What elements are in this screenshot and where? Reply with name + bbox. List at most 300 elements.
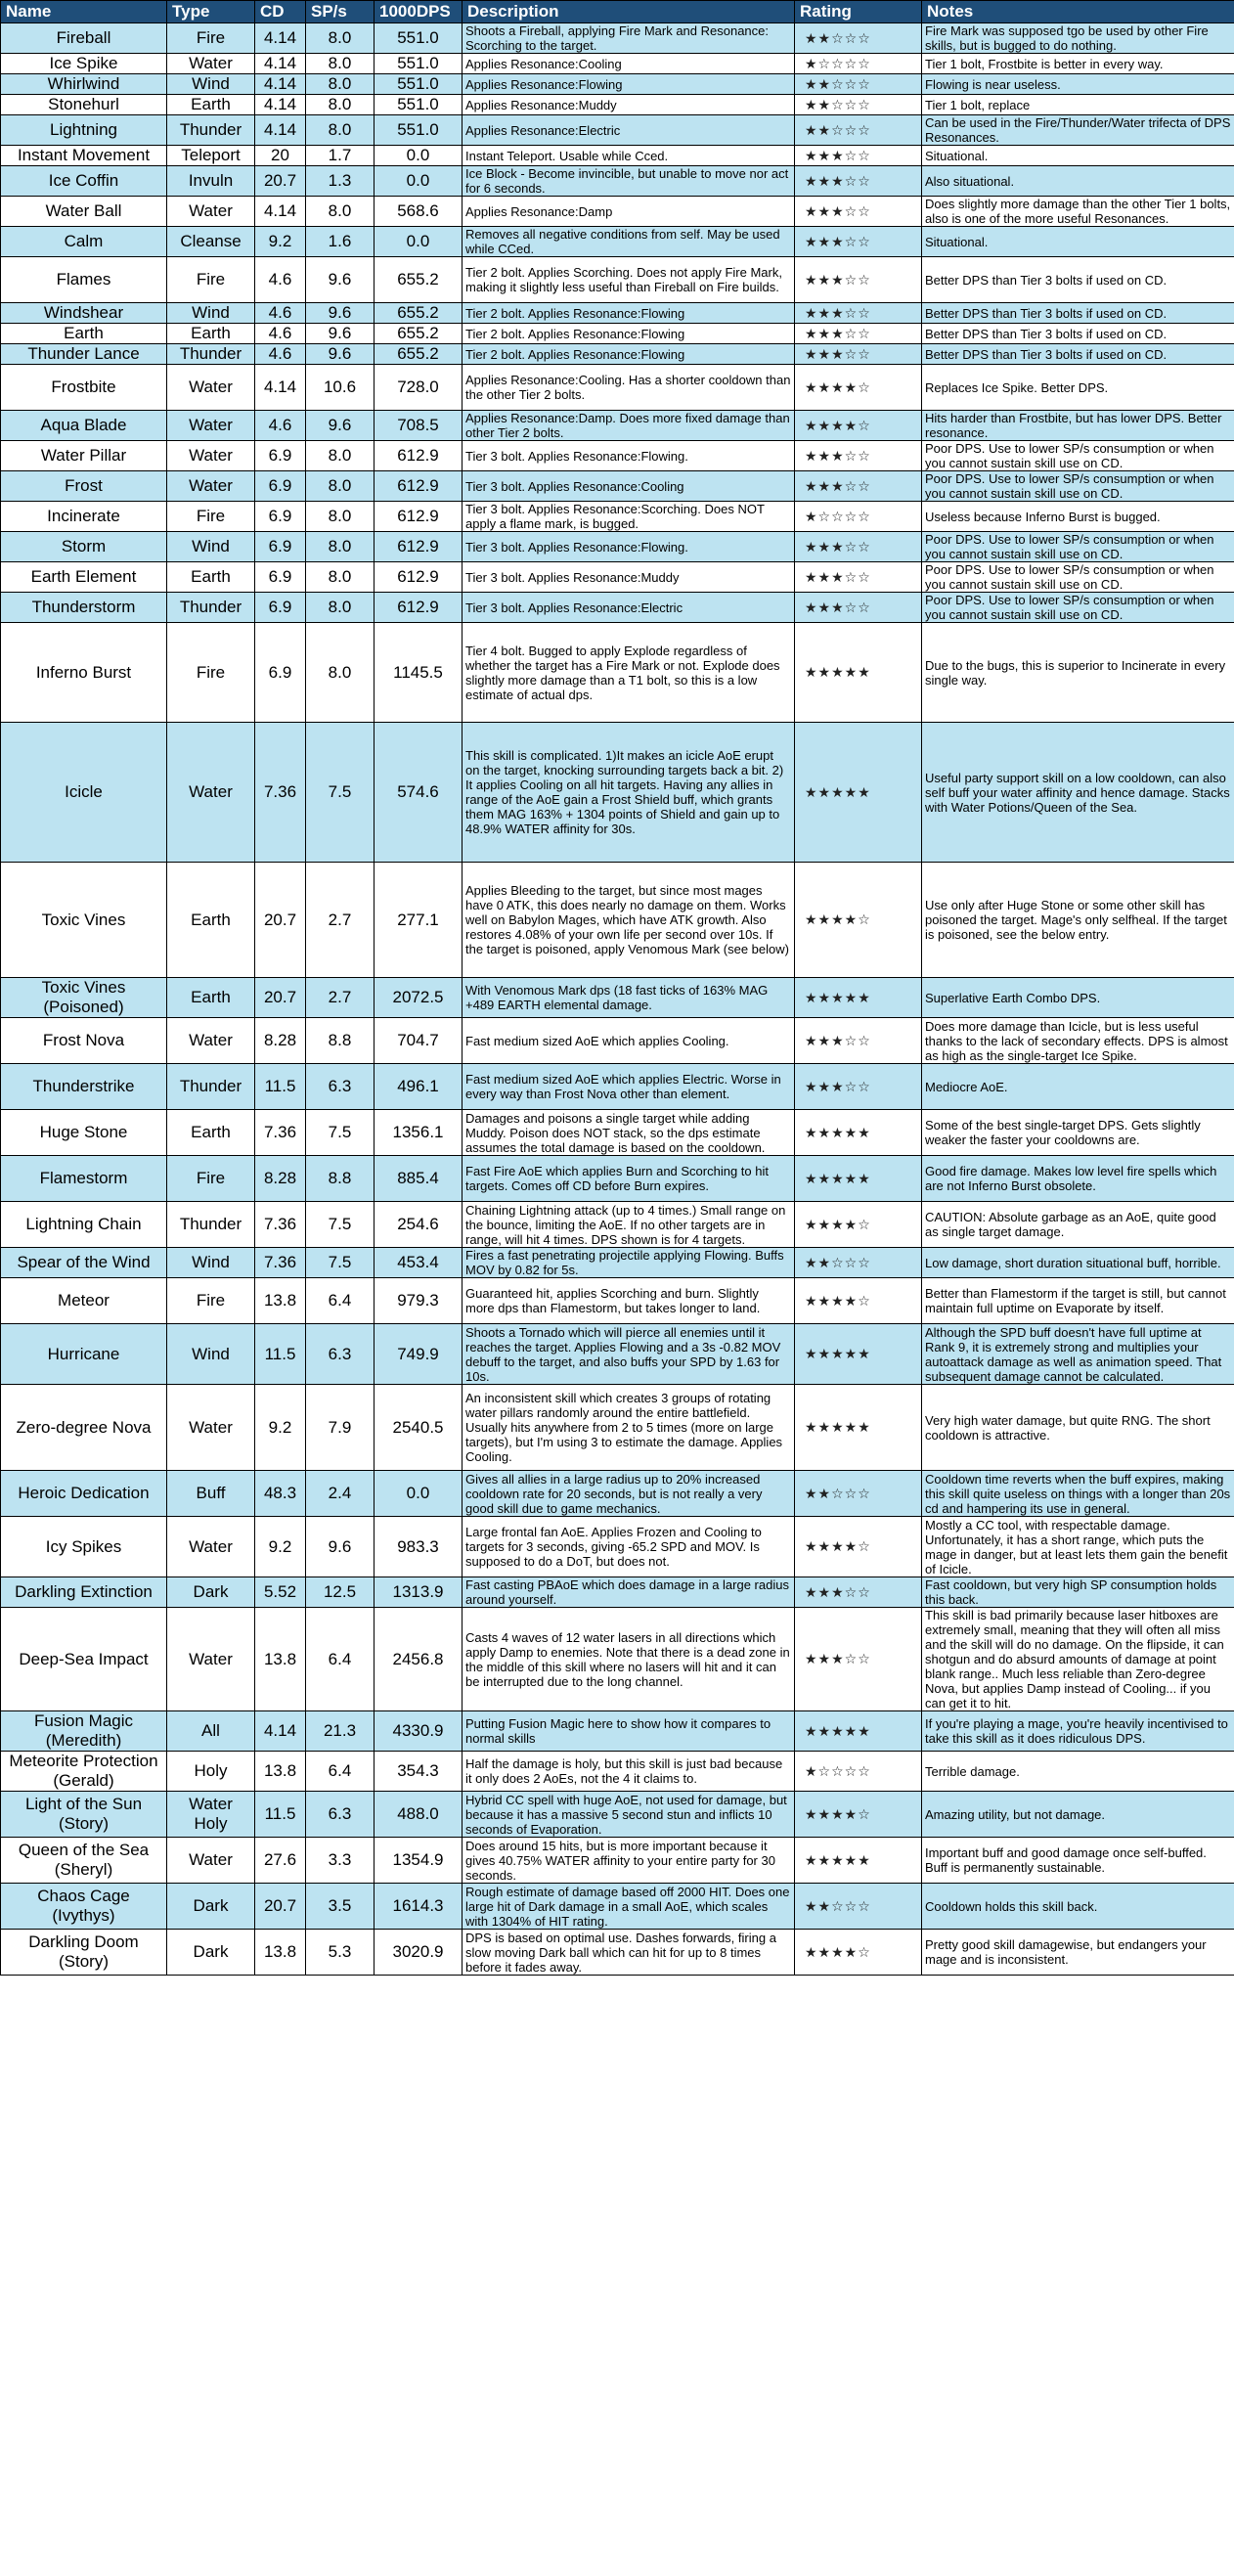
cell-dps: 551.0	[375, 23, 463, 54]
table-row	[1, 502, 1234, 532]
cell-name: Icicle	[1, 723, 167, 863]
cell-rating: ★★★★★	[795, 1324, 922, 1385]
cell-cd: 4.14	[255, 365, 306, 411]
cell-desc: Tier 2 bolt. Applies Resonance:Flowing	[463, 344, 795, 365]
cell-sps: 8.0	[306, 23, 375, 54]
cell-type: Buff	[167, 1471, 255, 1517]
cell-rating: ★★★☆☆	[795, 1608, 922, 1711]
cell-notes: Tier 1 bolt, replace	[922, 95, 1234, 115]
cell-dps: 354.3	[375, 1752, 463, 1792]
cell-type: Fire	[167, 257, 255, 303]
cell-dps: 612.9	[375, 441, 463, 471]
cell-name: Queen of the Sea (Sheryl)	[1, 1838, 167, 1884]
cell-desc: Tier 3 bolt. Applies Resonance:Muddy	[463, 562, 795, 593]
cell-desc: Hybrid CC spell with huge AoE, not used for damage, but because it has a massive 5 second stun and inflicts 10 seconds of Evaporation.	[463, 1792, 795, 1838]
cell-desc: Fast Fire AoE which applies Burn and Scorching to hit targets. Comes off CD before Burn expires.	[463, 1156, 795, 1202]
cell-rating: ★★★★★	[795, 1385, 922, 1471]
cell-rating: ★★★★★	[795, 978, 922, 1018]
cell-desc: Half the damage is holy, but this skill is just bad because it only does 2 AoEs, not the 4 it claims to.	[463, 1752, 795, 1792]
cell-cd: 13.8	[255, 1278, 306, 1324]
cell-type: All	[167, 1711, 255, 1752]
cell-dps: 708.5	[375, 411, 463, 441]
cell-dps: 488.0	[375, 1792, 463, 1838]
cell-rating: ★★★★☆	[795, 1278, 922, 1324]
cell-sps: 8.0	[306, 532, 375, 562]
cell-notes: Mediocre AoE.	[922, 1064, 1234, 1110]
cell-name: Water Pillar	[1, 441, 167, 471]
cell-dps: 1313.9	[375, 1577, 463, 1608]
cell-type: Fire	[167, 1278, 255, 1324]
cell-dps: 1145.5	[375, 623, 463, 723]
cell-type: Wind	[167, 532, 255, 562]
cell-type: Wind	[167, 303, 255, 324]
cell-notes: Some of the best single-target DPS. Gets slightly weaker the faster your cooldowns are.	[922, 1110, 1234, 1156]
table-row	[1, 1018, 1234, 1064]
header-type: Type	[167, 1, 255, 23]
cell-rating: ★★★★★	[795, 1711, 922, 1752]
cell-desc: Putting Fusion Magic here to show how it compares to normal skills	[463, 1711, 795, 1752]
cell-rating: ★★★☆☆	[795, 227, 922, 257]
cell-notes: Fast cooldown, but very high SP consumption holds this back.	[922, 1577, 1234, 1608]
cell-dps: 568.6	[375, 197, 463, 227]
cell-name: Ice Spike	[1, 54, 167, 74]
cell-cd: 6.9	[255, 562, 306, 593]
cell-cd: 20.7	[255, 978, 306, 1018]
cell-cd: 20.7	[255, 166, 306, 197]
cell-notes: Poor DPS. Use to lower SP/s consumption or when you cannot sustain skill use on CD.	[922, 471, 1234, 502]
header-name: Name	[1, 1, 167, 23]
cell-notes: Situational.	[922, 146, 1234, 166]
cell-desc: Tier 3 bolt. Applies Resonance:Flowing.	[463, 532, 795, 562]
cell-notes: Better DPS than Tier 3 bolts if used on CD.	[922, 303, 1234, 324]
cell-type: Water	[167, 1385, 255, 1471]
cell-dps: 551.0	[375, 74, 463, 95]
cell-type: Dark	[167, 1884, 255, 1930]
table-row	[1, 1930, 1234, 1976]
cell-dps: 2072.5	[375, 978, 463, 1018]
cell-notes: Better DPS than Tier 3 bolts if used on CD.	[922, 257, 1234, 303]
cell-name: Frost Nova	[1, 1018, 167, 1064]
cell-notes: Poor DPS. Use to lower SP/s consumption or when you cannot sustain skill use on CD.	[922, 562, 1234, 593]
cell-dps: 728.0	[375, 365, 463, 411]
cell-type: Invuln	[167, 166, 255, 197]
table-row	[1, 1278, 1234, 1324]
cell-type: Water	[167, 1018, 255, 1064]
cell-cd: 7.36	[255, 1202, 306, 1248]
cell-dps: 2540.5	[375, 1385, 463, 1471]
cell-type: Earth	[167, 978, 255, 1018]
header-description: Description	[463, 1, 795, 23]
table-row	[1, 227, 1234, 257]
table-row	[1, 1517, 1234, 1577]
table-row	[1, 863, 1234, 978]
cell-notes: Low damage, short duration situational buff, horrible.	[922, 1248, 1234, 1278]
cell-type: Holy	[167, 1752, 255, 1792]
cell-notes: Does slightly more damage than the other Tier 1 bolts, also is one of the more useful Resonances.	[922, 197, 1234, 227]
cell-dps: 655.2	[375, 257, 463, 303]
table-row	[1, 1471, 1234, 1517]
cell-notes: Useful party support skill on a low cooldown, can also self buff your water affinity and hence damage. Stacks with Water Potions/Queen of the Sea.	[922, 723, 1234, 863]
table-row	[1, 1838, 1234, 1884]
cell-rating: ★★★★★	[795, 723, 922, 863]
cell-sps: 7.5	[306, 1202, 375, 1248]
cell-desc: Tier 2 bolt. Applies Resonance:Flowing	[463, 303, 795, 324]
cell-dps: 612.9	[375, 562, 463, 593]
cell-type: Wind	[167, 1324, 255, 1385]
cell-sps: 3.3	[306, 1838, 375, 1884]
cell-notes: Useless because Inferno Burst is bugged.	[922, 502, 1234, 532]
cell-rating: ★★★★☆	[795, 1930, 922, 1976]
cell-name: Zero-degree Nova	[1, 1385, 167, 1471]
cell-sps: 8.0	[306, 502, 375, 532]
cell-desc: Instant Teleport. Usable while Cced.	[463, 146, 795, 166]
cell-name: Windshear	[1, 303, 167, 324]
table-row	[1, 1324, 1234, 1385]
cell-notes: Hits harder than Frostbite, but has lower DPS. Better resonance.	[922, 411, 1234, 441]
cell-cd: 8.28	[255, 1156, 306, 1202]
table-row	[1, 593, 1234, 623]
cell-name: Flamestorm	[1, 1156, 167, 1202]
cell-cd: 4.6	[255, 344, 306, 365]
cell-notes: Good fire damage. Makes low level fire spells which are not Inferno Burst obsolete.	[922, 1156, 1234, 1202]
cell-name: Toxic Vines	[1, 863, 167, 978]
cell-desc: Shoots a Tornado which will pierce all enemies until it reaches the target. Applies Flowing and a 3s -0.82 MOV debuff to the target, and also buffs your SPD by 1.63 for 10s.	[463, 1324, 795, 1385]
cell-sps: 1.6	[306, 227, 375, 257]
cell-rating: ★☆☆☆☆	[795, 502, 922, 532]
cell-type: Cleanse	[167, 227, 255, 257]
cell-notes: Cooldown holds this skill back.	[922, 1884, 1234, 1930]
cell-dps: 574.6	[375, 723, 463, 863]
header-rating: Rating	[795, 1, 922, 23]
cell-desc: Tier 4 bolt. Bugged to apply Explode regardless of whether the target has a Fire Mark or not. Explode does slightly more damage than a T1 bolt, so this is a low estimate of actual dps.	[463, 623, 795, 723]
cell-rating: ★★★★☆	[795, 411, 922, 441]
cell-dps: 612.9	[375, 593, 463, 623]
cell-desc: Tier 3 bolt. Applies Resonance:Cooling	[463, 471, 795, 502]
table-row	[1, 1385, 1234, 1471]
cell-name: Thunder Lance	[1, 344, 167, 365]
cell-sps: 6.3	[306, 1792, 375, 1838]
table-row	[1, 532, 1234, 562]
cell-type: Water Holy	[167, 1792, 255, 1838]
cell-notes: Use only after Huge Stone or some other skill has poisoned the target. Mage's only selfheal. If the target is poisoned, see the below entry.	[922, 863, 1234, 978]
cell-name: Earth Element	[1, 562, 167, 593]
cell-notes: Due to the bugs, this is superior to Incinerate in every single way.	[922, 623, 1234, 723]
cell-notes: Amazing utility, but not damage.	[922, 1792, 1234, 1838]
header-dps: 1000DPS	[375, 1, 463, 23]
cell-dps: 0.0	[375, 146, 463, 166]
cell-rating: ★★★☆☆	[795, 532, 922, 562]
cell-desc: Casts 4 waves of 12 water lasers in all directions which apply Damp to enemies. Note that there is a dead zone in the middle of this skill where no lasers will hit and it can be interrupted due to the long channel.	[463, 1608, 795, 1711]
cell-rating: ★★★★☆	[795, 1517, 922, 1577]
cell-sps: 6.4	[306, 1752, 375, 1792]
cell-dps: 1354.9	[375, 1838, 463, 1884]
cell-cd: 20	[255, 146, 306, 166]
cell-dps: 4330.9	[375, 1711, 463, 1752]
table-row	[1, 1064, 1234, 1110]
table-row	[1, 365, 1234, 411]
cell-cd: 6.9	[255, 502, 306, 532]
table-row	[1, 1752, 1234, 1792]
cell-desc: With Venomous Mark dps (18 fast ticks of 163% MAG +489 EARTH elemental damage.	[463, 978, 795, 1018]
cell-name: Deep-Sea Impact	[1, 1608, 167, 1711]
cell-dps: 0.0	[375, 227, 463, 257]
cell-type: Dark	[167, 1930, 255, 1976]
cell-notes: Poor DPS. Use to lower SP/s consumption or when you cannot sustain skill use on CD.	[922, 532, 1234, 562]
cell-sps: 8.8	[306, 1156, 375, 1202]
cell-notes: Poor DPS. Use to lower SP/s consumption or when you cannot sustain skill use on CD.	[922, 593, 1234, 623]
cell-dps: 453.4	[375, 1248, 463, 1278]
cell-rating: ★★★☆☆	[795, 324, 922, 344]
cell-cd: 4.14	[255, 23, 306, 54]
cell-cd: 13.8	[255, 1608, 306, 1711]
cell-dps: 496.1	[375, 1064, 463, 1110]
cell-type: Earth	[167, 95, 255, 115]
table-row	[1, 1202, 1234, 1248]
cell-type: Water	[167, 411, 255, 441]
table-row	[1, 623, 1234, 723]
cell-rating: ★★★☆☆	[795, 593, 922, 623]
table-row	[1, 978, 1234, 1018]
cell-type: Water	[167, 365, 255, 411]
table-row	[1, 1156, 1234, 1202]
cell-desc: Tier 2 bolt. Applies Scorching. Does not apply Fire Mark, making it slightly less useful than Fireball on Fire builds.	[463, 257, 795, 303]
cell-dps: 277.1	[375, 863, 463, 978]
cell-rating: ★★★☆☆	[795, 166, 922, 197]
cell-notes: Cooldown time reverts when the buff expires, making this skill quite useless on things with a longer than 20s cd and hampering its use in general.	[922, 1471, 1234, 1517]
cell-desc: Removes all negative conditions from self. May be used while CCed.	[463, 227, 795, 257]
cell-rating: ★☆☆☆☆	[795, 1752, 922, 1792]
cell-cd: 9.2	[255, 1517, 306, 1577]
cell-dps: 0.0	[375, 1471, 463, 1517]
cell-type: Fire	[167, 623, 255, 723]
cell-rating: ★★★☆☆	[795, 303, 922, 324]
cell-notes: Better DPS than Tier 3 bolts if used on CD.	[922, 324, 1234, 344]
cell-sps: 3.5	[306, 1884, 375, 1930]
cell-sps: 7.5	[306, 1110, 375, 1156]
table-row	[1, 146, 1234, 166]
cell-type: Earth	[167, 863, 255, 978]
cell-desc: An inconsistent skill which creates 3 groups of rotating water pillars randomly around the entire battlefield. Usually hits anywhere from 2 to 5 times (more on large targets), but I'm using 3 to estimate the damage. Applies Cooling.	[463, 1385, 795, 1471]
cell-dps: 1356.1	[375, 1110, 463, 1156]
cell-sps: 8.0	[306, 593, 375, 623]
cell-sps: 8.0	[306, 115, 375, 146]
cell-name: Lightning	[1, 115, 167, 146]
cell-desc: Fast casting PBAoE which does damage in a large radius around yourself.	[463, 1577, 795, 1608]
cell-desc: Does around 15 hits, but is more important because it gives 40.75% WATER affinity to your entire party for 30 seconds.	[463, 1838, 795, 1884]
cell-desc: Tier 3 bolt. Applies Resonance:Scorching. Does NOT apply a flame mark, is bugged.	[463, 502, 795, 532]
cell-type: Thunder	[167, 1064, 255, 1110]
cell-dps: 551.0	[375, 115, 463, 146]
cell-name: Meteorite Protection (Gerald)	[1, 1752, 167, 1792]
cell-cd: 11.5	[255, 1324, 306, 1385]
table-row	[1, 411, 1234, 441]
cell-type: Earth	[167, 1110, 255, 1156]
table-row	[1, 23, 1234, 54]
cell-rating: ★★☆☆☆	[795, 1884, 922, 1930]
cell-name: Icy Spikes	[1, 1517, 167, 1577]
cell-type: Wind	[167, 1248, 255, 1278]
cell-notes: Flowing is near useless.	[922, 74, 1234, 95]
cell-notes: Can be used in the Fire/Thunder/Water trifecta of DPS Resonances.	[922, 115, 1234, 146]
cell-notes: Poor DPS. Use to lower SP/s consumption or when you cannot sustain skill use on CD.	[922, 441, 1234, 471]
cell-type: Fire	[167, 502, 255, 532]
cell-desc: Chaining Lightning attack (up to 4 times.) Small range on the bounce, limiting the AoE. If no other targets are in range, will hit 4 times. DPS shown is for 4 targets.	[463, 1202, 795, 1248]
cell-type: Earth	[167, 562, 255, 593]
cell-sps: 12.5	[306, 1577, 375, 1608]
table-row	[1, 723, 1234, 863]
cell-cd: 4.6	[255, 324, 306, 344]
cell-name: Thunderstrike	[1, 1064, 167, 1110]
header-sps: SP/s	[306, 1, 375, 23]
cell-name: Water Ball	[1, 197, 167, 227]
cell-type: Water	[167, 723, 255, 863]
cell-desc: Rough estimate of damage based off 2000 HIT. Does one large hit of Dark damage in a small AoE, which scales with 1304% of HIT rating.	[463, 1884, 795, 1930]
table-row	[1, 441, 1234, 471]
cell-type: Water	[167, 1838, 255, 1884]
cell-name: Meteor	[1, 1278, 167, 1324]
table-row	[1, 95, 1234, 115]
cell-cd: 20.7	[255, 863, 306, 978]
cell-name: Darkling Doom (Story)	[1, 1930, 167, 1976]
table-row	[1, 471, 1234, 502]
cell-cd: 6.9	[255, 593, 306, 623]
cell-sps: 7.5	[306, 1248, 375, 1278]
cell-notes: This skill is bad primarily because laser hitboxes are extremely small, meaning that they will often all miss and the skill will do no damage. On the flipside, it can shotgun and do absurd amounts of damage at point blank range.. Much less reliable than Zero-degree Nova, but applies Damp instead of Cooling... if you can get it to hit.	[922, 1608, 1234, 1711]
cell-rating: ★★★★★	[795, 1156, 922, 1202]
cell-name: Lightning Chain	[1, 1202, 167, 1248]
table-row	[1, 1792, 1234, 1838]
cell-rating: ★☆☆☆☆	[795, 54, 922, 74]
cell-rating: ★★★☆☆	[795, 471, 922, 502]
cell-dps: 655.2	[375, 303, 463, 324]
cell-cd: 6.9	[255, 441, 306, 471]
cell-desc: Fast medium sized AoE which applies Cooling.	[463, 1018, 795, 1064]
cell-rating: ★★★☆☆	[795, 257, 922, 303]
cell-notes: Pretty good skill damagewise, but endangers your mage and is inconsistent.	[922, 1930, 1234, 1976]
cell-dps: 0.0	[375, 166, 463, 197]
cell-sps: 8.0	[306, 471, 375, 502]
cell-name: Earth	[1, 324, 167, 344]
cell-dps: 612.9	[375, 502, 463, 532]
table-row	[1, 54, 1234, 74]
cell-desc: Tier 2 bolt. Applies Resonance:Flowing	[463, 324, 795, 344]
cell-notes: Replaces Ice Spike. Better DPS.	[922, 365, 1234, 411]
cell-cd: 7.36	[255, 1110, 306, 1156]
cell-dps: 551.0	[375, 95, 463, 115]
cell-notes: Also situational.	[922, 166, 1234, 197]
cell-desc: Fires a fast penetrating projectile applying Flowing. Buffs MOV by 0.82 for 5s.	[463, 1248, 795, 1278]
cell-type: Fire	[167, 23, 255, 54]
cell-type: Dark	[167, 1577, 255, 1608]
cell-notes: Superlative Earth Combo DPS.	[922, 978, 1234, 1018]
cell-desc: DPS is based on optimal use. Dashes forwards, firing a slow moving Dark ball which can hit for up to 8 times before it fades away.	[463, 1930, 795, 1976]
cell-name: Stonehurl	[1, 95, 167, 115]
table-row	[1, 1711, 1234, 1752]
cell-sps: 6.4	[306, 1608, 375, 1711]
table-row	[1, 562, 1234, 593]
cell-cd: 9.2	[255, 1385, 306, 1471]
cell-cd: 27.6	[255, 1838, 306, 1884]
table-row	[1, 115, 1234, 146]
cell-sps: 8.0	[306, 74, 375, 95]
cell-name: Fireball	[1, 23, 167, 54]
cell-rating: ★★☆☆☆	[795, 95, 922, 115]
cell-sps: 8.0	[306, 95, 375, 115]
cell-rating: ★★★☆☆	[795, 146, 922, 166]
cell-sps: 2.7	[306, 863, 375, 978]
cell-notes: Terrible damage.	[922, 1752, 1234, 1792]
table-row	[1, 257, 1234, 303]
cell-rating: ★★★☆☆	[795, 562, 922, 593]
cell-cd: 4.14	[255, 95, 306, 115]
cell-desc: Shoots a Fireball, applying Fire Mark and Resonance: Scorching to the target.	[463, 23, 795, 54]
header-cd: CD	[255, 1, 306, 23]
cell-name: Darkling Extinction	[1, 1577, 167, 1608]
cell-name: Light of the Sun (Story)	[1, 1792, 167, 1838]
cell-cd: 4.14	[255, 54, 306, 74]
cell-notes: Does more damage than Icicle, but is less useful thanks to the lack of secondary effects. DPS is almost as high as the single-target Ice Spike.	[922, 1018, 1234, 1064]
cell-type: Thunder	[167, 115, 255, 146]
cell-sps: 6.4	[306, 1278, 375, 1324]
table-row	[1, 1608, 1234, 1711]
cell-cd: 4.14	[255, 1711, 306, 1752]
cell-type: Water	[167, 1608, 255, 1711]
cell-desc: Tier 3 bolt. Applies Resonance:Flowing.	[463, 441, 795, 471]
cell-sps: 21.3	[306, 1711, 375, 1752]
table-row	[1, 303, 1234, 324]
table-row	[1, 1884, 1234, 1930]
cell-dps: 655.2	[375, 324, 463, 344]
cell-name: Huge Stone	[1, 1110, 167, 1156]
cell-type: Water	[167, 1517, 255, 1577]
cell-type: Wind	[167, 74, 255, 95]
cell-dps: 885.4	[375, 1156, 463, 1202]
cell-notes: Better DPS than Tier 3 bolts if used on CD.	[922, 344, 1234, 365]
cell-rating: ★★★★☆	[795, 1202, 922, 1248]
cell-dps: 749.9	[375, 1324, 463, 1385]
cell-name: Ice Coffin	[1, 166, 167, 197]
cell-sps: 2.7	[306, 978, 375, 1018]
cell-sps: 8.0	[306, 562, 375, 593]
cell-name: Storm	[1, 532, 167, 562]
cell-dps: 612.9	[375, 532, 463, 562]
cell-name: Heroic Dedication	[1, 1471, 167, 1517]
cell-desc: Applies Resonance:Damp	[463, 197, 795, 227]
cell-desc: Applies Bleeding to the target, but since most mages have 0 ATK, this does nearly no damage on them. Works well on Babylon Mages, which have ATK growth. Also restores 4.08% of your own life per second over 10s. If the target is poisoned, apply Venomous Mark (see below)	[463, 863, 795, 978]
table-row	[1, 166, 1234, 197]
table-row	[1, 1110, 1234, 1156]
cell-rating: ★★☆☆☆	[795, 74, 922, 95]
cell-rating: ★★☆☆☆	[795, 1471, 922, 1517]
cell-desc: Tier 3 bolt. Applies Resonance:Electric	[463, 593, 795, 623]
cell-desc: Large frontal fan AoE. Applies Frozen and Cooling to targets for 3 seconds, giving -65.2 SPD and MOV. Is supposed to do a DoT, but does not.	[463, 1517, 795, 1577]
header-row	[1, 1, 1234, 23]
cell-notes: Better than Flamestorm if the target is still, but cannot maintain full uptime on Evaporate by itself.	[922, 1278, 1234, 1324]
cell-sps: 9.6	[306, 1517, 375, 1577]
cell-name: Chaos Cage (Ivythys)	[1, 1884, 167, 1930]
cell-type: Water	[167, 471, 255, 502]
cell-sps: 9.6	[306, 344, 375, 365]
table-row	[1, 74, 1234, 95]
table-row	[1, 1577, 1234, 1608]
cell-sps: 8.8	[306, 1018, 375, 1064]
header-notes: Notes	[922, 1, 1234, 23]
cell-desc: Guaranteed hit, applies Scorching and burn. Slightly more dps than Flamestorm, but takes longer to land.	[463, 1278, 795, 1324]
cell-name: Instant Movement	[1, 146, 167, 166]
cell-name: Calm	[1, 227, 167, 257]
cell-notes: If you're playing a mage, you're heavily incentivised to take this skill as it does ridiculous DPS.	[922, 1711, 1234, 1752]
cell-rating: ★★★★☆	[795, 1792, 922, 1838]
